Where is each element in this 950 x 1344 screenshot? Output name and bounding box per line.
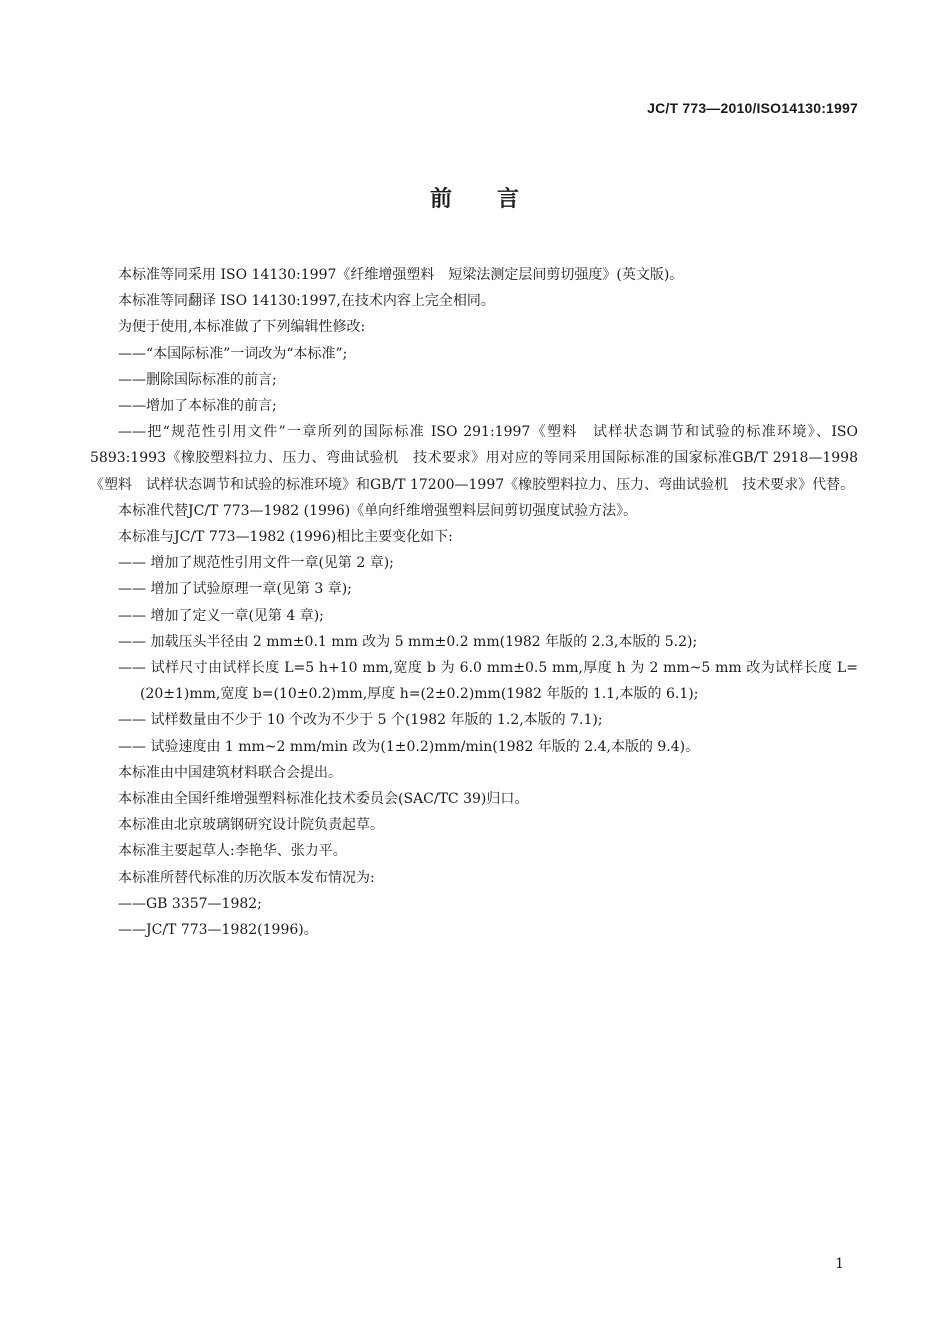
paragraph-replaces: 本标准代替JC/T 773—1982 (1996)《单向纤维增强塑料层间剪切强度试验方法》。 [118,502,638,519]
paragraph-changes-intro: 本标准与JC/T 773—1982 (1996)相比主要变化如下: [118,529,453,546]
paragraph-history-intro: 本标准所替代标准的历次版本发布情况为: [118,869,375,886]
list-item-history-1: ——GB 3357—1982; [118,895,262,912]
list-item-editorial-1: ——“本国际标准”一词改为“本标准”; [118,345,348,362]
paragraph-proposer: 本标准由中国建筑材料联合会提出。 [118,764,342,781]
list-item-editorial-2: ——删除国际标准的前言; [118,371,277,388]
title-char-1: 前 [429,187,453,212]
title-char-2: 言 [497,187,521,212]
page-number: 1 [835,1256,844,1272]
paragraph-committee: 本标准由全国纤维增强塑料标准化技术委员会(SAC/TC 39)归口。 [118,791,529,808]
paragraph-drafter: 本标准由北京玻璃钢研究设计院负责起草。 [118,817,384,834]
foreword-body [90,262,858,943]
list-item-change-6: —— 试样数量由不少于 10 个改为不少于 5 个(1982 年版的 1.2,本版的 7.1); [118,712,603,729]
page-title [0,182,950,213]
paragraph-translation: 本标准等同翻译 ISO 14130:1997,在技术内容上完全相同。 [118,293,495,310]
list-item-change-3: —— 增加了定义一章(见第 4 章); [118,607,324,624]
paragraph-editorial-intro: 为便于使用,本标准做了下列编辑性修改: [118,319,366,336]
list-item-change-7: —— 试验速度由 1 mm~2 mm/min 改为(1±0.2)mm/min(1982 年版的 2.4,本版的 9.4)。 [118,738,700,755]
list-item-change-1: —— 增加了规范性引用文件一章(见第 2 章); [118,555,394,572]
list-item-editorial-4: ——把“规范性引用文件”一章所列的国际标准 ISO 291:1997《塑料 试样状态调节和试验的标准环境》、ISO 5893:1993《橡胶塑料拉力、压力、弯曲试验机 技术要求》用对应的等同采用国际标准的国家标准GB/T 2918—1998《塑料 试样状态调节和试验的标准环境》和GB/T 17200—1997《橡胶塑料拉力、压力、弯曲试验机 技术要求》代替。 [90,424,858,493]
list-item-change-2: —— 增加了试验原理一章(见第 3 章); [118,581,352,598]
list-item-change-4: —— 加载压头半径由 2 mm±0.1 mm 改为 5 mm±0.2 mm(1982 年版的 2.3,本版的 5.2); [118,633,698,650]
paragraph-authors: 本标准主要起草人:李艳华、张力平。 [118,843,347,860]
standard-code-header: JC/T 773—2010/ISO14130:1997 [647,100,858,116]
list-item-change-5: —— 试样尺寸由试样长度 L=5 h+10 mm,宽度 b 为 6.0 mm±0.5 mm,厚度 h 为 2 mm~5 mm 改为试样长度 L=(20±1)mm,宽度 b=(10±0.2)mm,厚度 h=(2±0.2)mm(1982 年版的 1.1,本版的 6.1); [118,660,858,703]
paragraph-adoption: 本标准等同采用 ISO 14130:1997《纤维增强塑料 短梁法测定层间剪切强度》(英文版)。 [118,267,684,283]
list-item-history-2: ——JC/T 773—1982(1996)。 [118,922,318,939]
list-item-editorial-3: ——增加了本标准的前言; [118,398,277,415]
